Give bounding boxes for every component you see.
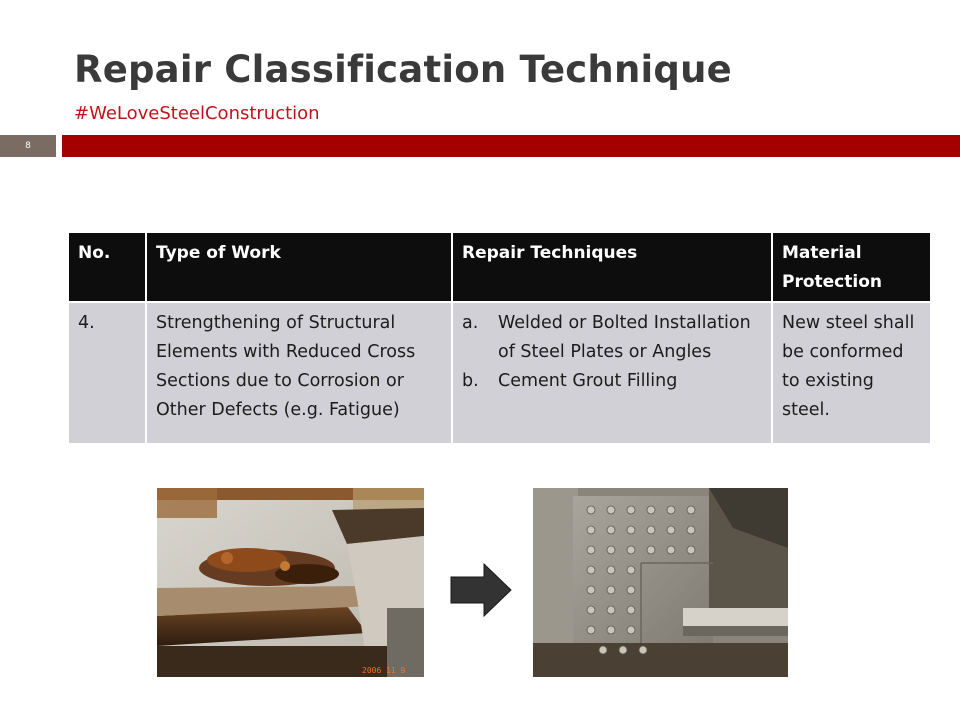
slide-title: Repair Classification Technique [74,48,732,91]
technique-item [462,309,762,367]
slide-number: 8 [0,135,56,157]
repair-table [67,231,932,445]
technique-list [462,309,762,396]
cell-material-protection: New steel shall be conformed to existing steel. [772,302,931,444]
technique-item [462,367,762,396]
technique-text: Cement Grout Filling [498,371,678,391]
photo-before-corroded-steel [157,488,424,677]
photo-after-bolted-plates [533,488,788,677]
technique-marker: b. [462,371,479,391]
slide-subtitle: #WeLoveSteelConstruction [74,103,320,124]
cell-no: 4. [68,302,146,444]
photo-date-stamp: 2006 11 9 [362,666,406,675]
table-row [68,302,931,444]
header-no: No. [68,232,146,302]
cell-repair-techniques [452,302,772,444]
header-repair-techniques: Repair Techniques [452,232,772,302]
table-header-row [68,232,931,302]
technique-text: Welded or Bolted Installation of Steel Plates or Angles [498,313,751,362]
header-material-protection: Material Protection [772,232,931,302]
cell-type-of-work: Strengthening of Structural Elements with Reduced Cross Sections due to Corrosion or Other Defects (e.g. Fatigue) [146,302,452,444]
arrow-right-icon [450,563,512,617]
technique-marker: a. [462,313,479,333]
title-accent-bar [62,135,960,157]
header-type-of-work: Type of Work [146,232,452,302]
